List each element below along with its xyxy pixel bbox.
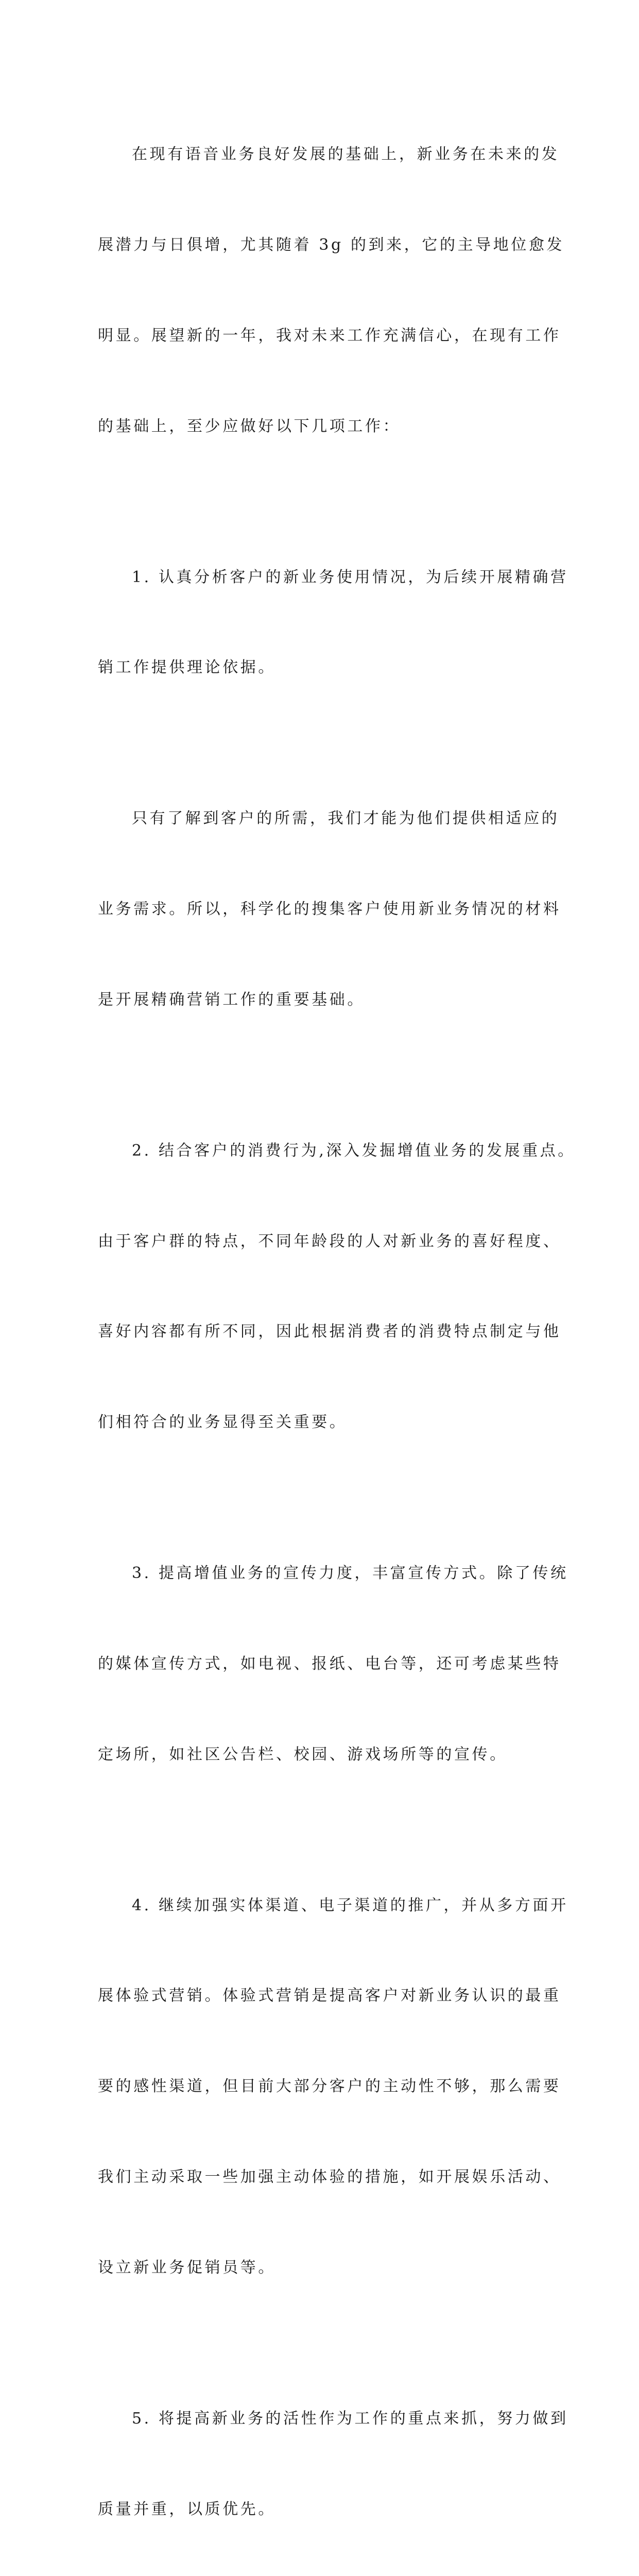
text-line: 们相符合的业务显得至关重要。 <box>98 1413 348 1432</box>
text-line: 设立新业务促销员等。 <box>98 2258 276 2277</box>
paragraph-item-5 <box>98 2344 568 2576</box>
text-line: 5. 将提高新业务的活性作为工作的重点来抓，努力做到 <box>132 2409 568 2428</box>
text-line: 展潜力与日俱增，尤其随着 3g 的到来，它的主导地位愈发 <box>98 235 565 254</box>
text-line: 要的感性渠道，但目前大部分客户的主动性不够，那么需要 <box>98 2077 561 2096</box>
paragraph-intro <box>98 79 565 502</box>
text-line: 销工作提供理论依据。 <box>98 658 276 677</box>
paragraph-item-1 <box>98 502 568 743</box>
text-line: 定场所，如社区公告栏、校园、游戏场所等的宣传。 <box>98 1745 508 1764</box>
text-line: 质量并重，以质优先。 <box>98 2500 276 2518</box>
text-line: 明显。展望新的一年，我对未来工作充满信心，在现有工作 <box>98 326 561 345</box>
paragraph-item-4 <box>98 1830 568 2343</box>
text-line: 只有了解到客户的所需，我们才能为他们提供相适应的 <box>132 809 560 828</box>
document-body <box>98 79 576 2576</box>
text-line: 的媒体宣传方式，如电视、报纸、电台等，还可考虑某些特 <box>98 1654 561 1673</box>
paragraph-item-3 <box>98 1498 568 1831</box>
text-line: 在现有语音业务良好发展的基础上，新业务在未来的发 <box>132 145 560 164</box>
paragraph-item-2 <box>98 1076 576 1498</box>
text-line: 的基础上，至少应做好以下几项工作： <box>98 417 401 435</box>
text-line: 是开展精确营销工作的重要基础。 <box>98 990 365 1009</box>
text-line: 3. 提高增值业务的宣传力度，丰富宣传方式。除了传统 <box>132 1564 568 1583</box>
paragraph-item-1-detail <box>98 743 561 1076</box>
text-line: 展体验式营销。体验式营销是提高客户对新业务认识的最重 <box>98 1987 561 2005</box>
text-line: 4. 继续加强实体渠道、电子渠道的推广，并从多方面开 <box>132 1896 568 1914</box>
text-line: 喜好内容都有所不同，因此根据消费者的消费特点制定与他 <box>98 1323 561 1341</box>
text-line: 2. 结合客户的消费行为,深入发掘增值业务的发展重点。 <box>132 1141 576 1160</box>
text-line: 我们主动采取一些加强主动体验的措施，如开展娱乐活动、 <box>98 2167 561 2186</box>
text-line: 1. 认真分析客户的新业务使用情况，为后续开展精确营 <box>132 568 568 586</box>
text-line: 业务需求。所以，科学化的搜集客户使用新业务情况的材料 <box>98 900 561 919</box>
text-line: 由于客户群的特点，不同年龄段的人对新业务的喜好程度、 <box>98 1232 561 1250</box>
